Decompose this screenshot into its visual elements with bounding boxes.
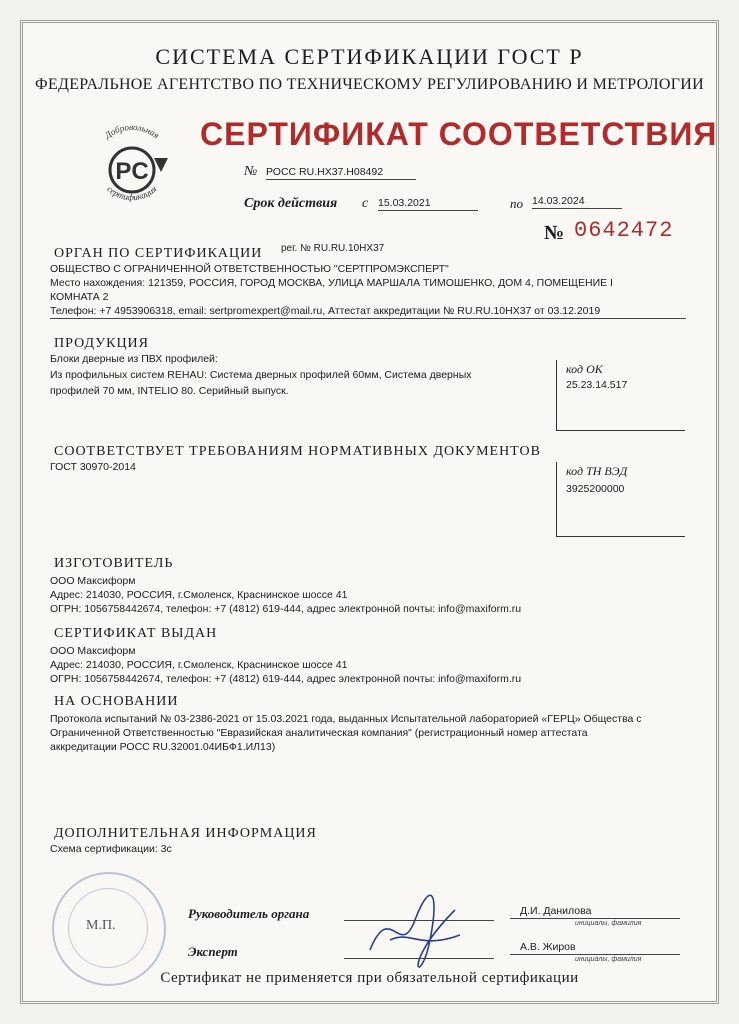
stamp-label: М.П. [86, 918, 116, 933]
manufacturer-name: ООО Максиформ [50, 575, 136, 587]
additional-heading: ДОПОЛНИТЕЛЬНАЯ ИНФОРМАЦИЯ [54, 826, 317, 841]
basis-line-1: Протокола испытаний № 03-2386-2021 от 15.03.2021 года, выданных Испытательной лабораторией «ГЕРЦ» Общества с [50, 713, 642, 725]
validity-from-date: 15.03.2021 [378, 196, 478, 211]
logo-bottom-text: сертификация [105, 183, 159, 203]
handwritten-signature [360, 880, 480, 970]
manufacturer-address: Адрес: 214030, РОССИЯ, г.Смоленск, Краснинское шоссе 41 [50, 589, 348, 601]
svg-text:PC: PC [115, 158, 149, 185]
serial-number: 0642472 [574, 218, 674, 243]
validity-to-label: по [510, 196, 523, 211]
head-caption: инициалы, фамилия [575, 920, 642, 927]
registration-no-label: № [244, 164, 258, 179]
issued-name: ООО Максиформ [50, 645, 136, 657]
gost-r-logo [84, 118, 180, 214]
logo-top-text: Добровольная [102, 121, 162, 141]
manufacturer-heading: ИЗГОТОВИТЕЛЬ [54, 556, 174, 571]
okp-value: 25.23.14.517 [566, 379, 628, 391]
certification-scheme: Схема сертификации: 3с [50, 843, 172, 855]
conformity-heading: СООТВЕТСТВУЕТ ТРЕБОВАНИЯМ НОРМАТИВНЫХ ДОКУМЕНТОВ [54, 444, 541, 459]
expert-label: Эксперт [188, 944, 238, 959]
issued-ogrn: ОГРН: 1056758442674, телефон: +7 (4812) 619-444, адрес электронной почты: info@maxiform.ru [50, 673, 522, 685]
organ-phone: Телефон: +7 4953906318, email: sertpromexpert@mail.ru, Аттестат аккредитации № RU.RU.10HX37 от 03.12.2019 [50, 305, 601, 317]
product-line-2: Из профильных систем REHAU: Система дверных профилей 60мм, Система дверных [50, 369, 472, 381]
organ-name: ОБЩЕСТВО С ОГРАНИЧЕННОЙ ОТВЕТСТВЕННОСТЬЮ "СЕРТПРОМЭКСПЕРТ" [50, 263, 449, 275]
organ-address-2: КОМНАТА 2 [50, 291, 109, 303]
head-name-line [510, 918, 680, 919]
head-name: Д.И. Данилова [520, 905, 592, 917]
organ-reg: рег. № RU.RU.10HX37 [281, 243, 385, 254]
conformity-standard: ГОСТ 30970-2014 [50, 461, 136, 473]
expert-name-line [510, 954, 680, 955]
product-line-1: Блоки дверные из ПВХ профилей: [50, 353, 218, 365]
organ-divider [50, 318, 686, 319]
organ-address: Место нахождения: 121359, РОССИЯ, ГОРОД МОСКВА, УЛИЦА МАРШАЛА ТИМОШЕНКО, ДОМ 4, ПОМЕЩЕНИЕ I [50, 277, 613, 289]
validity-from-label: с [362, 196, 369, 211]
product-heading: ПРОДУКЦИЯ [54, 336, 150, 351]
expert-name: А.В. Жиров [520, 941, 576, 953]
head-label: Руководитель органа [188, 906, 310, 921]
basis-line-2: Ограниченной Ответственностью "Евразийская аналитическая компания" (регистрационный номер аттестата [50, 727, 588, 739]
basis-line-3: аккредитации РОСС RU.32001.04ИБФ1.ИЛ13) [50, 741, 276, 753]
manufacturer-ogrn: ОГРН: 1056758442674, телефон: +7 (4812) 619-444, адрес электронной почты: info@maxiform.ru [50, 603, 522, 615]
issued-address: Адрес: 214030, РОССИЯ, г.Смоленск, Краснинское шоссе 41 [50, 659, 348, 671]
organ-heading: ОРГАН ПО СЕРТИФИКАЦИИ [54, 246, 263, 261]
serial-label: № [544, 222, 565, 244]
system-title: СИСТЕМА СЕРТИФИКАЦИИ ГОСТ Р [155, 44, 584, 69]
validity-to-date: 14.03.2024 [532, 194, 622, 209]
product-line-3: профилей 70 мм, INTELIO 80. Серийный выпуск. [50, 385, 289, 397]
registration-no-value: РОСС RU.HX37.H08492 [266, 165, 416, 180]
basis-heading: НА ОСНОВАНИИ [54, 694, 179, 709]
agency-title: ФЕДЕРАЛЬНОЕ АГЕНТСТВО ПО ТЕХНИЧЕСКОМУ РЕГУЛИРОВАНИЮ И МЕТРОЛОГИИ [35, 76, 704, 93]
validity-label: Срок действия [244, 196, 338, 211]
svg-text:Добровольная [102, 122, 161, 141]
tnved-label: код ТН ВЭД [566, 464, 628, 478]
tnved-value: 3925200000 [566, 483, 625, 495]
footer-note: Сертификат не применяется при обязательной сертификации [160, 970, 579, 986]
okp-label: код ОК [566, 362, 603, 376]
issued-heading: СЕРТИФИКАТ ВЫДАН [54, 626, 218, 641]
certificate-title: СЕРТИФИКАТ СООТВЕТСТВИЯ [200, 116, 718, 152]
expert-caption: инициалы, фамилия [575, 956, 642, 963]
